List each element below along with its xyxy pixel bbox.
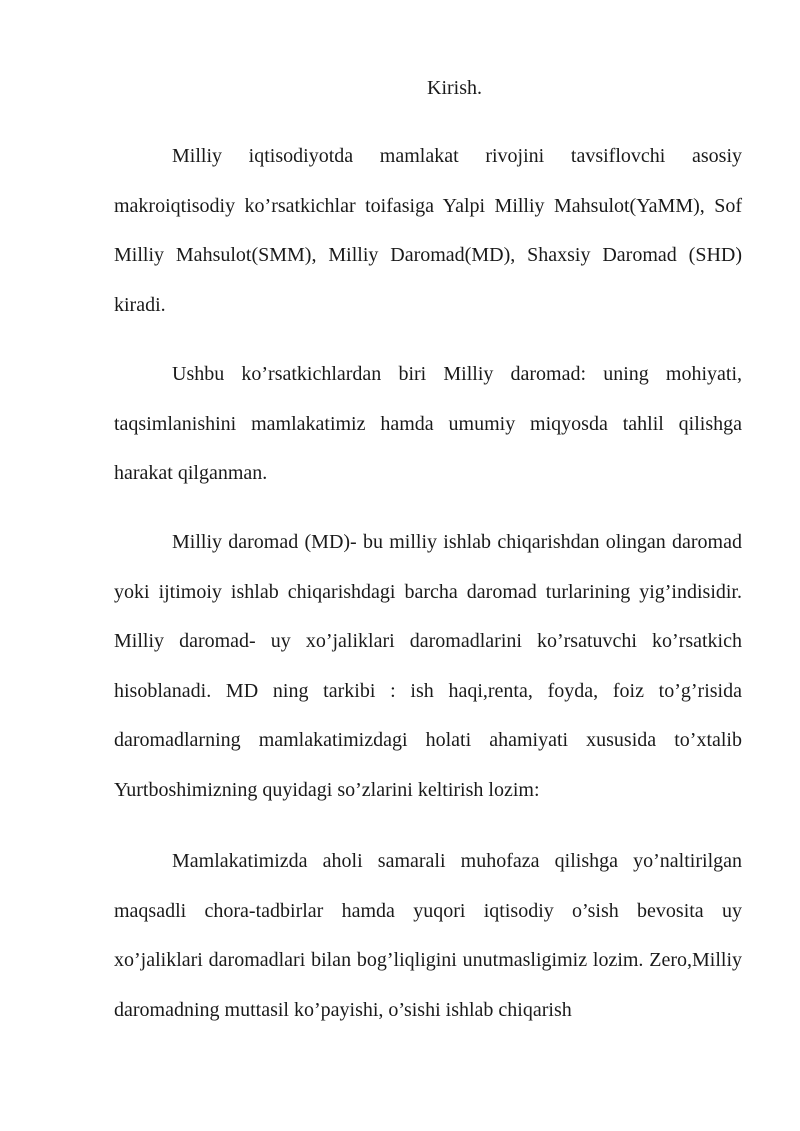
document-title: Kirish. bbox=[427, 77, 482, 99]
paragraph-national-income-definition: Milliy daromad (MD)- bu milliy ishlab chiqarishdan olingan daromad yoki ijtimoiy ishlab chiqarishdagi barcha daromad turlarining yig’indisidir. Milliy daromad- uy xo’jaliklari daromadlarini ko’rsatuvchi ko’rsatkich hisoblanadi. MD ning tarkibi : ish haqi,renta, foyda, foiz to’g’risida daromadlarning mamlakatimizdagi holati ahamiyati xususida to’xtalib Yurtboshimizning quyidagi so’zlarini keltirish lozim: bbox=[114, 531, 742, 801]
paragraph-intro: Milliy iqtisodiyotda mamlakat rivojini tavsiflovchi asosiy makroiqtisodiy ko’rsatkichlar toifasiga Yalpi Milliy Mahsulot(YaMM), Sof Milliy Mahsulot(SMM), Milliy Daromad(MD), Shaxsiy Daromad (SHD) kiradi. bbox=[114, 145, 742, 316]
paragraph-household-income: Mamlakatimizda aholi samarali muhofaza qilishga yo’naltirilgan maqsadli chora-tadbirlar hamda yuqori iqtisodiy o’sish bevosita uy xo’jaliklari daromadlari bilan bog’liqligini unutmasligimiz lozim. Zero,Milliy daromadning muttasil ko’payishi, o’sishi ishlab chiqarish bbox=[114, 850, 742, 1021]
paragraph-national-income-focus: Ushbu ko’rsatkichlardan biri Milliy daromad: uning mohiyati, taqsimlanishini mamlakatimiz hamda umumiy miqyosda tahlil qilishga harakat qilganman. bbox=[114, 363, 742, 484]
